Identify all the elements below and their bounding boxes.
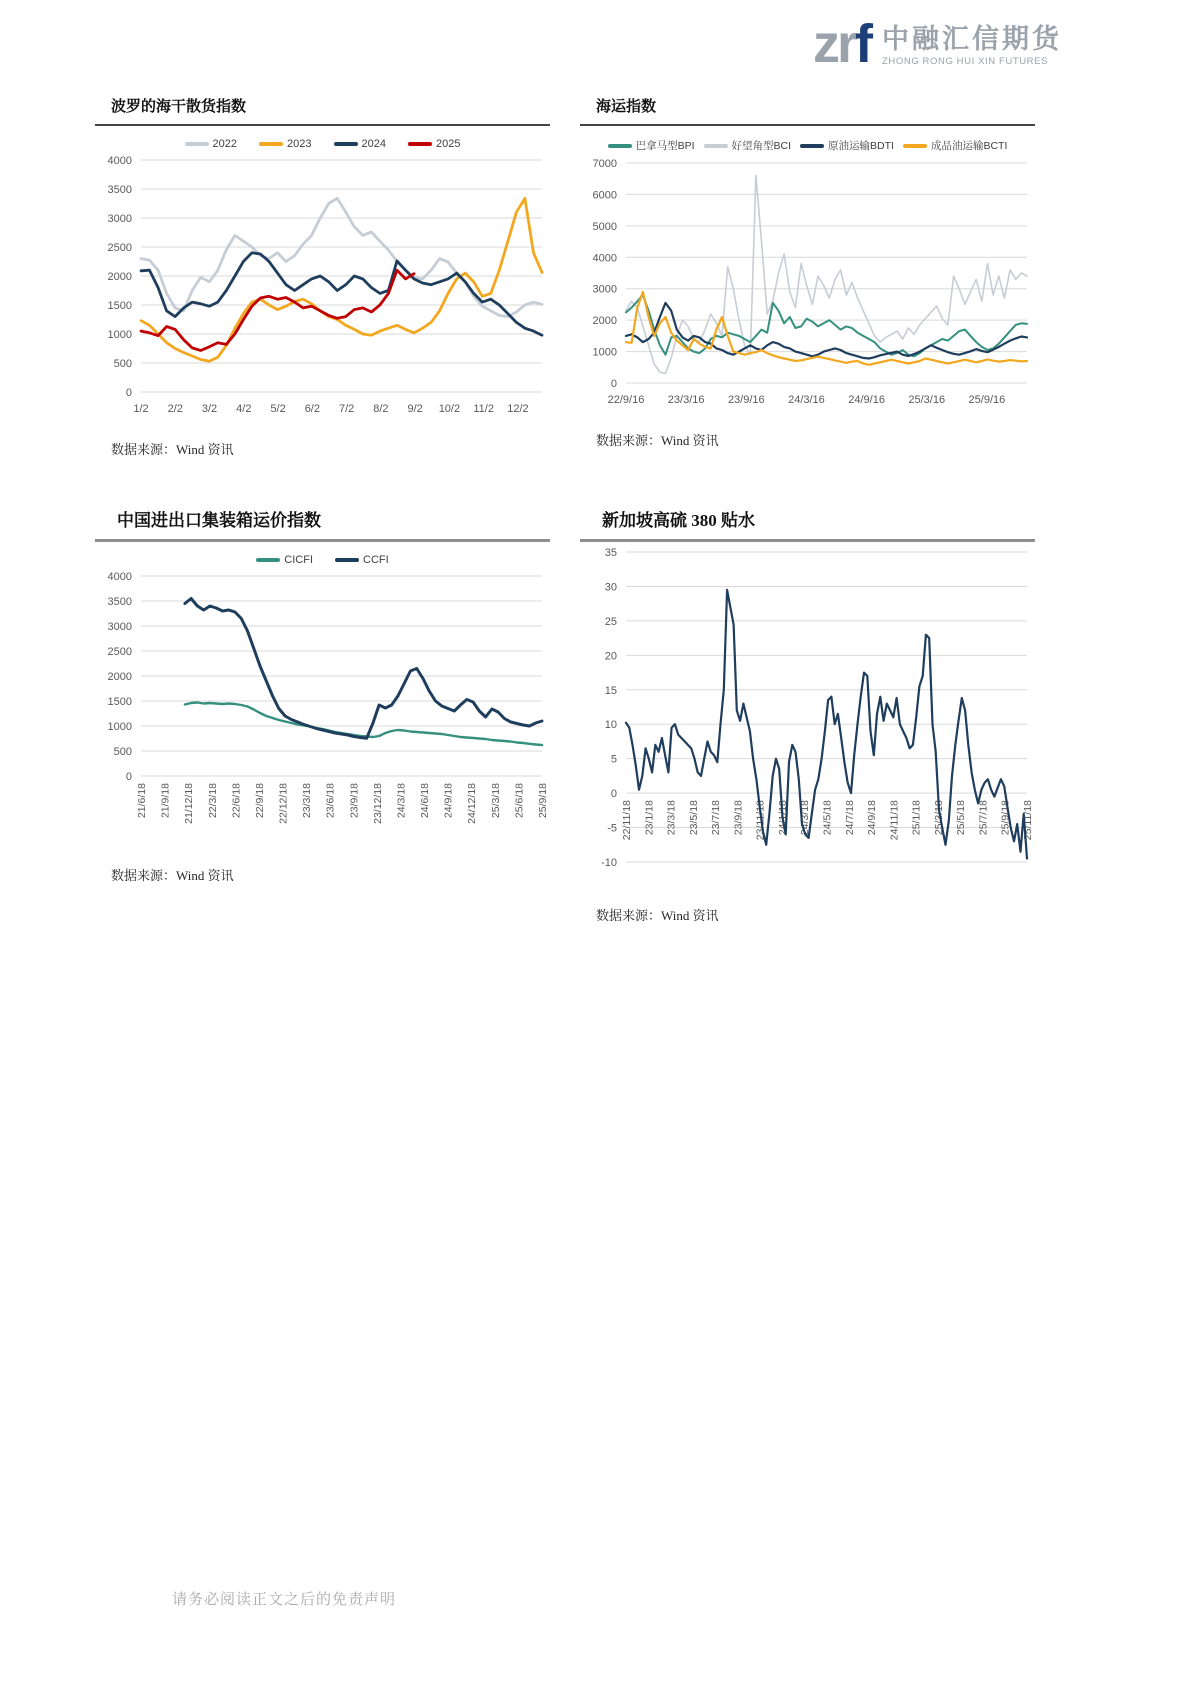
series-line-CCFI — [185, 599, 542, 739]
svg-text:7000: 7000 — [592, 158, 617, 170]
baltic-dry-index-plot — [95, 150, 550, 420]
legend-item-成品油运输BCTI — [903, 138, 1007, 153]
svg-text:25/1/18: 25/1/18 — [910, 800, 923, 836]
chart-title-baltic-dry-index: 波罗的海干散货指数 — [111, 99, 247, 115]
svg-text:23/9/18: 23/9/18 — [348, 783, 361, 819]
chart-legend — [580, 138, 1035, 153]
disclaimer-footer: 请务必阅读正文之后的免责声明 — [172, 1592, 397, 1608]
svg-text:25/3/18: 25/3/18 — [489, 783, 502, 819]
gridlines-and-axis-labels — [601, 547, 1034, 869]
company-name-en: ZHONG RONG HUI XIN FUTURES — [882, 56, 1049, 67]
svg-text:23/9/18: 23/9/18 — [732, 800, 745, 836]
series-line-好望角型BCI — [626, 176, 1027, 374]
china-container-freight-index-plot — [95, 566, 550, 846]
svg-text:2500: 2500 — [107, 646, 132, 658]
svg-text:25/6/18: 25/6/18 — [513, 783, 526, 819]
legend-label: 2025 — [435, 138, 461, 150]
hsfo-discount-chart — [580, 542, 1035, 891]
svg-text:11/2: 11/2 — [473, 403, 494, 415]
svg-text:6000: 6000 — [592, 189, 617, 202]
svg-text:2/2: 2/2 — [167, 403, 183, 415]
series-line-2022 — [141, 198, 542, 316]
legend-item-好望角型BCI — [704, 138, 792, 153]
svg-text:9/2: 9/2 — [407, 403, 423, 415]
legend-swatch — [800, 144, 824, 148]
svg-text:25/3/16: 25/3/16 — [908, 394, 946, 406]
chart-legend — [95, 138, 550, 150]
data-source-label: 数据来源：Wind 资讯 — [111, 868, 234, 883]
svg-text:23/3/18: 23/3/18 — [301, 783, 314, 819]
svg-text:25/9/18: 25/9/18 — [999, 800, 1012, 836]
svg-text:4000: 4000 — [107, 155, 132, 167]
svg-text:24/7/18: 24/7/18 — [843, 800, 856, 836]
shipping-index-chart — [580, 138, 1035, 416]
svg-text:500: 500 — [113, 746, 132, 758]
svg-text:-10: -10 — [601, 857, 617, 869]
logo-f-letter: f — [855, 14, 870, 74]
legend-label: 2022 — [212, 138, 238, 150]
svg-text:5: 5 — [610, 753, 617, 766]
svg-text:21/12/18: 21/12/18 — [183, 783, 196, 824]
svg-text:23/9/16: 23/9/16 — [727, 394, 765, 406]
logo-zr-letters: zr — [813, 14, 856, 74]
legend-item-2025 — [408, 138, 460, 150]
legend-swatch — [259, 142, 283, 146]
shipping-index-plot — [580, 153, 1035, 411]
svg-text:22/11/18: 22/11/18 — [621, 800, 633, 841]
svg-text:21/6/18: 21/6/18 — [136, 783, 148, 819]
svg-text:3/2: 3/2 — [201, 403, 218, 415]
panel-container-freight-index — [95, 506, 550, 902]
svg-text:25/9/16: 25/9/16 — [968, 394, 1006, 406]
legend-item-2024 — [334, 138, 386, 150]
svg-text:23/3/16: 23/3/16 — [667, 394, 705, 406]
title-divider — [95, 124, 550, 126]
legend-item-原油运输BDTI — [800, 138, 894, 153]
svg-text:5/2: 5/2 — [270, 403, 286, 415]
svg-text:6/2: 6/2 — [304, 403, 320, 415]
svg-text:24/6/18: 24/6/18 — [419, 783, 432, 819]
svg-text:3500: 3500 — [107, 596, 132, 608]
svg-text:3000: 3000 — [107, 621, 132, 633]
svg-text:24/9/18: 24/9/18 — [866, 800, 879, 836]
series-lines — [626, 176, 1027, 374]
series-line-成品油运输BCTI — [626, 292, 1027, 365]
svg-text:1000: 1000 — [107, 329, 132, 341]
svg-text:2000: 2000 — [107, 271, 132, 283]
svg-text:24/3/16: 24/3/16 — [788, 394, 825, 406]
legend-label: CICFI — [284, 554, 314, 566]
svg-text:4/2: 4/2 — [236, 403, 252, 415]
series-line-2023 — [141, 198, 542, 361]
svg-text:25/7/18: 25/7/18 — [977, 800, 990, 836]
data-source-label: 数据来源：Wind 资讯 — [111, 442, 234, 457]
legend-swatch — [334, 142, 358, 146]
svg-text:8/2: 8/2 — [373, 403, 389, 415]
baltic-dry-index-chart — [95, 138, 550, 425]
svg-text:22/6/18: 22/6/18 — [230, 783, 243, 819]
svg-text:25/11/18: 25/11/18 — [1022, 800, 1034, 841]
series-lines — [185, 599, 542, 746]
legend-swatch — [608, 144, 632, 148]
svg-text:22/12/18: 22/12/18 — [277, 783, 290, 824]
svg-text:22/3/18: 22/3/18 — [206, 783, 219, 819]
chart-title-hsfo-discount: 新加坡高硫 380 贴水 — [602, 511, 755, 530]
svg-text:1500: 1500 — [107, 300, 132, 312]
logo-text-block — [882, 20, 1062, 67]
svg-text:1000: 1000 — [107, 721, 132, 733]
svg-text:24/11/18: 24/11/18 — [888, 800, 901, 841]
legend-label: 好望角型BCI — [731, 140, 792, 152]
svg-text:23/3/18: 23/3/18 — [665, 800, 678, 836]
legend-swatch — [335, 558, 359, 562]
title-divider — [95, 539, 550, 542]
svg-text:35: 35 — [604, 547, 617, 559]
svg-text:12/2: 12/2 — [507, 403, 529, 415]
svg-text:24/5/18: 24/5/18 — [821, 800, 834, 836]
series-lines — [141, 198, 542, 361]
svg-text:1500: 1500 — [107, 696, 132, 708]
chart-title-container-freight-index: 中国进出口集装箱运价指数 — [117, 511, 321, 530]
svg-text:24/9/18: 24/9/18 — [442, 783, 455, 819]
svg-text:25/3/18: 25/3/18 — [932, 800, 945, 836]
svg-text:2000: 2000 — [592, 315, 617, 328]
legend-swatch — [903, 144, 927, 148]
legend-label: 巴拿马型BPI — [635, 140, 695, 152]
legend-item-2023 — [259, 138, 311, 150]
svg-text:24/3/18: 24/3/18 — [395, 783, 408, 819]
svg-text:24/12/18: 24/12/18 — [466, 783, 479, 824]
svg-text:3500: 3500 — [107, 184, 132, 196]
svg-text:10/2: 10/2 — [438, 403, 461, 415]
svg-text:20: 20 — [604, 650, 617, 663]
title-divider — [580, 124, 1035, 126]
svg-text:2500: 2500 — [107, 242, 132, 254]
company-name-cn: 中融汇信期货 — [882, 24, 1062, 54]
charts-grid — [95, 95, 1035, 942]
company-logo — [813, 14, 1062, 74]
svg-text:25/9/18: 25/9/18 — [537, 783, 549, 819]
svg-text:-5: -5 — [607, 822, 617, 835]
legend-label: 2024 — [361, 138, 386, 150]
svg-text:23/7/18: 23/7/18 — [710, 800, 723, 836]
svg-text:4000: 4000 — [107, 571, 132, 583]
panel-baltic-dry-index — [95, 95, 550, 476]
data-source-label: 数据来源：Wind 资讯 — [596, 908, 719, 923]
singapore-hsfo-380-discount-plot — [580, 542, 1035, 886]
svg-text:30: 30 — [604, 581, 617, 594]
container-freight-index-chart — [95, 554, 550, 851]
legend-item-CICFI — [256, 554, 313, 566]
legend-swatch — [256, 558, 280, 562]
legend-swatch — [185, 142, 209, 146]
legend-label: 2023 — [287, 138, 312, 150]
svg-text:7/2: 7/2 — [338, 403, 355, 415]
panel-hsfo-discount — [580, 506, 1035, 942]
svg-text:3000: 3000 — [592, 283, 617, 296]
legend-item-CCFI — [335, 554, 389, 566]
legend-swatch — [704, 144, 728, 148]
panel-shipping-index — [580, 95, 1035, 467]
gridlines-and-axis-labels — [108, 571, 549, 824]
svg-text:21/9/18: 21/9/18 — [159, 783, 172, 819]
svg-text:1000: 1000 — [592, 346, 617, 359]
legend-label: CCFI — [363, 554, 389, 566]
svg-text:23/5/18: 23/5/18 — [687, 800, 700, 836]
svg-text:23/11/18: 23/11/18 — [754, 800, 767, 841]
svg-text:4000: 4000 — [592, 252, 617, 265]
svg-text:15: 15 — [604, 684, 617, 697]
chart-legend — [95, 554, 550, 566]
legend-item-巴拿马型BPI — [608, 138, 695, 153]
legend-swatch — [408, 142, 432, 146]
svg-text:0: 0 — [125, 387, 132, 399]
svg-text:5000: 5000 — [592, 220, 617, 233]
svg-text:1/2: 1/2 — [133, 403, 149, 415]
svg-text:22/9/18: 22/9/18 — [253, 783, 266, 819]
svg-text:0: 0 — [610, 788, 617, 801]
chart-title-shipping-index: 海运指数 — [596, 99, 657, 115]
svg-text:3000: 3000 — [107, 213, 132, 225]
svg-text:500: 500 — [113, 358, 132, 370]
svg-text:22/9/16: 22/9/16 — [607, 394, 645, 406]
svg-text:0: 0 — [125, 771, 132, 783]
zrf-logo-mark — [813, 14, 870, 74]
svg-text:23/6/18: 23/6/18 — [324, 783, 337, 819]
legend-label: 成品油运输BCTI — [930, 140, 1008, 152]
svg-text:24/1/18: 24/1/18 — [776, 800, 789, 836]
svg-text:23/1/18: 23/1/18 — [643, 800, 656, 836]
legend-label: 原油运输BDTI — [828, 140, 894, 152]
svg-text:25: 25 — [604, 615, 617, 628]
svg-text:24/3/18: 24/3/18 — [799, 800, 812, 836]
svg-text:25/5/18: 25/5/18 — [955, 800, 968, 836]
svg-text:23/12/18: 23/12/18 — [371, 783, 384, 824]
svg-text:2000: 2000 — [107, 671, 132, 683]
svg-text:24/9/16: 24/9/16 — [848, 394, 885, 406]
svg-text:10: 10 — [604, 719, 617, 732]
data-source-label: 数据来源：Wind 资讯 — [596, 433, 719, 448]
legend-item-2022 — [185, 138, 237, 150]
svg-text:0: 0 — [610, 378, 617, 390]
